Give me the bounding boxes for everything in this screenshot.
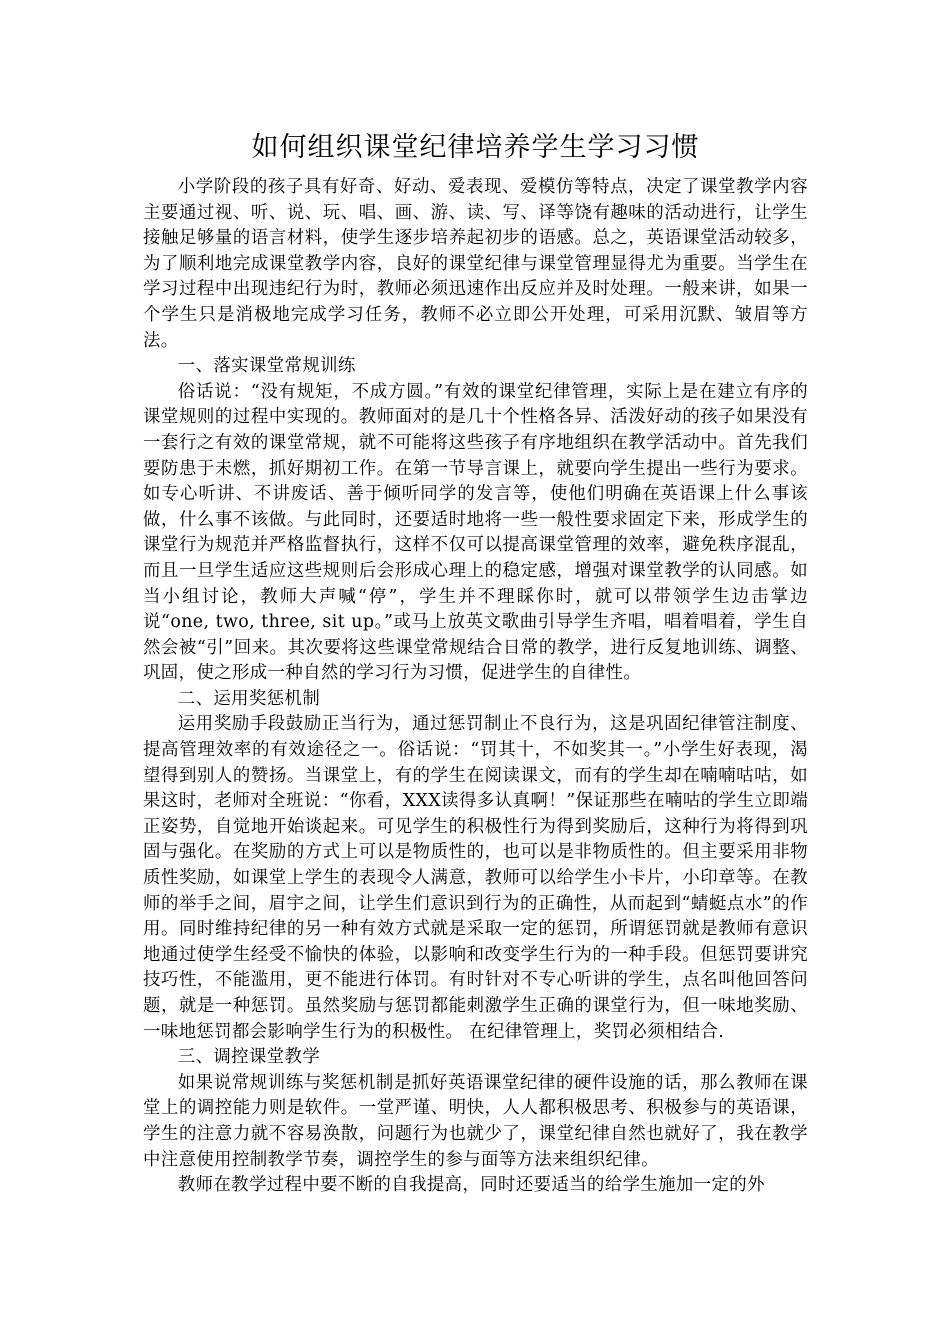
document-body: [143, 127, 808, 1199]
closing-paragraph: 教师在教学过程中要不断的自我提高，同时还要适当的给学生施加一定的外: [177, 1175, 765, 1196]
section-body-1: 俗话说：“没有规矩，不成方圆。”有效的课堂纪律管理，实际上是在建立有序的课堂规则的过程中实现的。教师面对的是几十个性格各异、活泼好动的孩子如果没有一套行之有效的课堂常规，就不可能将这些孩子有序地组织在教学活动中。首先我们要防患于未燃，抓好期初工作。在第一节导言课上，就要向学生提出一些行为要求。如专心听讲、不讲废话、善于倾听同学的发言等，使他们明确在英语课上什么事该做，什么事不该做。与此同时，还要适时地将一些一般性要求固定下来，形成学生的课堂行为规范并严格监督执行，这样不仅可以提高课堂管理的效率，避免秩序混乱，而且一旦学生适应这些规则后会形成心理上的稳定感，增强对课堂教学的认同感。如当小组讨论，教师大声喊“停”，学生并不理睬你时，就可以带领学生边击掌边说“one, two, three, sit up。”或马上放英文歌曲引导学生齐唱，唱着唱着，学生自然会被“引”回来。其次要将这些课堂常规结合日常的教学，进行反复地训练、调整、巩固，使之形成一种自然的学习行为习惯，促进学生的自律性。: [143, 381, 808, 684]
section-heading-1: 一、落实课堂常规训练: [177, 356, 356, 377]
document-title: 如何组织课堂纪律培养学生学习习惯: [251, 132, 700, 163]
section-body-3: 如果说常规训练与奖惩机制是抓好英语课堂纪律的硬件设施的话，那么教师在课堂上的调控能力则是软件。一堂严谨、明快，人人都积极思考、积极参与的英语课，学生的注意力就不容易涣散，问题行为也就少了，课堂纪律自然也就好了，我在教学中注意使用控制教学节奏，调控学生的参与面等方法来组织纪律。: [143, 1072, 808, 1170]
intro-paragraph: 小学阶段的孩子具有好奇、好动、爱表现、爱模仿等特点，决定了课堂教学内容主要通过视、听、说、玩、唱、画、游、读、写、译等饶有趣味的活动进行，让学生接触足够量的语言材料，使学生逐步培养起初步的语感。总之，英语课堂活动较多，为了顺利地完成课堂教学内容，良好的课堂纪律与课堂管理显得尤为重要。当学生在学习过程中出现违纪行为时，教师必须迅速作出反应并及时处理。一般来讲，如果一个学生只是消极地完成学习任务，教师不必立即公开处理，可采用沉默、皱眉等方法。: [143, 177, 808, 351]
section-heading-2: 二、运用奖惩机制: [177, 688, 321, 709]
section-body-2: 运用奖励手段鼓励正当行为，通过惩罚制止不良行为，这是巩固纪律管注制度、提高管理效率的有效途径之一。俗话说：“罚其十，不如奖其一。”小学生好表现，渴望得到别人的赞扬。当课堂上，有的学生在阅读课文，而有的学生却在喃喃咕咕，如果这时，老师对全班说：“你看，XXX读得多认真啊！”保证那些在喃咕的学生立即端正姿势，自觉地开始谈起来。可见学生的积极性行为得到奖励后，这种行为将得到巩固与强化。在奖励的方式上可以是物质性的，也可以是非物质性的。但主要采用非物质性奖励，如课堂上学生的表现令人满意，教师可以给学生小卡片，小印章等。在教师的举手之间，眉宇之间，让学生们意识到行为的正确性，从而起到“蜻蜓点水”的作用。同时维持纪律的另一种有效方式就是采取一定的惩罚，所谓惩罚就是教师有意识地通过使学生经受不愉快的体验，以影响和改变学生行为的一种手段。但惩罚要讲究技巧性，不能滥用，更不能进行体罚。有时针对不专心听讲的学生，点名叫他回答问题，就是一种惩罚。虽然奖励与惩罚都能刺激学生正确的课堂行为，但一味地奖励、一味地惩罚都会影响学生行为的积极性。 在纪律管理上，奖罚必须相结合.: [143, 714, 808, 1042]
section-heading-3: 三、调控课堂教学: [177, 1047, 321, 1068]
